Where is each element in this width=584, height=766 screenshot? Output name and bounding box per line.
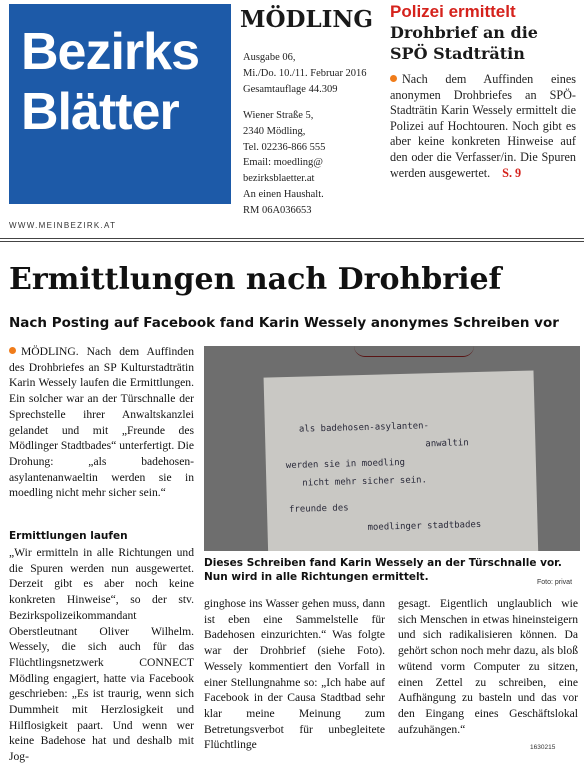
- article-lead: [9, 344, 194, 501]
- column-1-text: „Wir ermitteln in alle Richtungen und die Spuren werden nun ausgewertet. Derzeit gibt es aber noch keine konkreten Hinweise“, so der stv. Bezirkspolizeikommandant Oberstleutnant Oliver Wilhelm. Wessely, die sich auch für das Flüchtlingsnetzwerk CONNECT Mödling engagiert, hatte via Facebook geschrieben: „Es ist traurig, wenn sich Dummheit mit Herzlosigkeit und Hilflosigkeit paart. Und wenn wer keine Badehose hat und deshalb mit Jog-: [9, 546, 194, 764]
- address-rm-code: RM 06A036653: [243, 204, 312, 216]
- handwriting-line: nicht mehr sicher sein.: [302, 475, 428, 489]
- column-3-text: gesagt. Eigentlich unglaublich wie sich Menschen in etwas hineinsteigern und sich radikalisieren können. Da gehört schon noch mehr dazu, als bloß wütend vorm Computer zu sitzen, einen Zettel zu schreiben, eine Aufhängung zu basteln und das vor den Eingang eines Geschäftslokal aufzuhängen.“: [398, 597, 578, 736]
- section-heading: Ermittlungen laufen: [9, 530, 128, 542]
- handwriting-line: werden sie in moedling: [285, 457, 406, 472]
- edition-city: MÖDLING: [240, 6, 374, 33]
- lead-text: MÖDLING. Nach dem Auffinden des Drohbriefes an SP Kulturstadträtin Karin Wessely laufen die Ermittlungen. Ein solcher war an der Türschnalle der Sprechstelle ihrer Anwaltskanzlei gelandet und mit „Freunde des Mödlinger Stadtbades“ unterfertigt. Die Drohung: „als badehosen-asylantenanwaeltin werden sie in moedling nicht mehr sicher sein.“: [9, 345, 194, 500]
- article-column-1: [9, 545, 194, 765]
- handwriting-line: freunde des: [288, 503, 349, 515]
- hanging-string: [354, 346, 474, 357]
- address-household: An einen Haushalt.: [243, 188, 324, 200]
- orange-bullet-icon: [390, 75, 397, 82]
- issue-circulation: Gesamtauflage 44.309: [243, 83, 338, 95]
- photo-credit: Foto: privat: [537, 579, 573, 586]
- article-column-3: [398, 596, 578, 737]
- article-subheadline: Nach Posting auf Facebook fand Karin Wessely anonymes Schreiben vor: [9, 315, 559, 331]
- publisher-address: [243, 108, 325, 219]
- handwriting-line: anwaltin: [425, 438, 469, 450]
- address-street: Wiener Straße 5,: [243, 110, 314, 121]
- divider-line: [0, 238, 584, 239]
- logo-text-line1: Bezirks: [21, 23, 199, 81]
- teaser-page-ref: S. 9: [502, 165, 522, 180]
- teaser-kicker: Polizei ermittelt: [390, 2, 516, 21]
- article-headline: Ermittlungen nach Drohbrief: [9, 262, 502, 297]
- issue-number: Ausgabe 06,: [243, 52, 296, 63]
- issue-info: [243, 50, 367, 97]
- teaser-body: [390, 72, 576, 181]
- threat-letter-photo: [204, 346, 580, 551]
- teaser-text: Nach dem Auffinden eines anonymen Drohbriefes an SPÖ-Stadträtin Karin Wessely ermittelt die Polizei auf Hochtouren. Noch gibt es aber keine konkreten Hinweise auf den oder die Verfasser/in. Die Spuren werden ausgewertet.: [390, 72, 576, 180]
- handwriting-line: moedlinger stadtbades: [367, 519, 482, 533]
- teaser-title: Drohbrief an die SPÖ Stadträtin: [390, 23, 538, 63]
- article-code: 1630215: [530, 744, 556, 751]
- article-column-2: [204, 596, 385, 753]
- column-2-text: ginghose ins Wasser gehen muss, dann ist eben eine Sammelstelle für Badehosen einzurichten.“ Was folgte war der Drohbrief (siehe Foto). Wessely kommentiert den Vorfall in einer Stellungnahme so: „Ich habe auf Facebook in der Causa Stadtbad sehr klar meine Meinung zum Betretungsverbot für unbegleitete Flüchtlinge: [204, 597, 385, 752]
- divider-line: [0, 241, 584, 242]
- logo-text-line2: Blätter: [21, 83, 179, 141]
- address-email-2: bezirksblaetter.at: [243, 173, 315, 185]
- handwriting-line: als badehosen-asylanten-: [298, 421, 430, 435]
- address-city: 2340 Mödling,: [243, 125, 306, 137]
- bezirksblaetter-logo: [9, 4, 231, 204]
- address-email-1: Email: moedling@: [243, 157, 323, 169]
- photo-caption: Dieses Schreiben fand Karin Wessely an der Türschnalle vor. Nun wird in alle Richtungen ermittelt.: [204, 557, 562, 583]
- issue-date: Mi./Do. 10./11. Februar 2016: [243, 67, 367, 79]
- orange-bullet-icon: [9, 347, 16, 354]
- address-phone: Tel. 02236-866 555: [243, 141, 326, 153]
- website-url: WWW.MEINBEZIRK.AT: [9, 221, 117, 230]
- letter-paper: [264, 370, 539, 551]
